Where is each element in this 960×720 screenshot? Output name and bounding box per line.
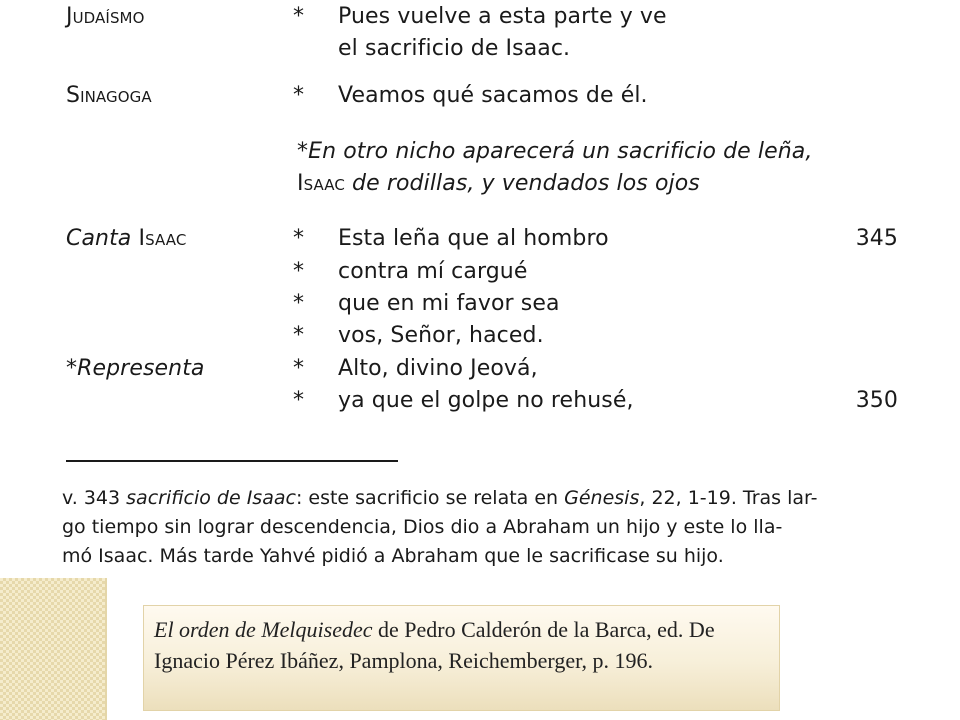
speaker-canta-isaac — [66, 226, 186, 251]
stage-direction-name: Isaac — [297, 171, 345, 196]
footnote-text: , 22, 1-19. Tras lar- — [639, 487, 818, 509]
footnote-line: mó Isaac. Más tarde Yahvé pidió a Abraham que le sacrificase su hijo. — [62, 545, 724, 567]
stage-direction: *En otro nicho aparecerá un sacrificio de leña, — [297, 139, 813, 164]
verse-line: Alto, divino Jeová, — [338, 356, 538, 381]
line-marker: * — [293, 259, 305, 284]
verse-line: el sacrificio de Isaac. — [338, 36, 571, 61]
stage-direction — [297, 171, 700, 196]
footnote-term: sacrificio de Isaac — [126, 487, 296, 509]
verse-line: Veamos qué sacamos de él. — [338, 83, 648, 108]
verse-number: 350 — [855, 388, 898, 413]
line-marker: * — [293, 226, 305, 251]
footnote-line: go tiempo sin lograr descendencia, Dios dio a Abraham un hijo y este lo lla- — [62, 516, 783, 538]
footnote-text: : este sacrificio se relata en — [295, 487, 565, 509]
speaker-representa: *Representa — [66, 356, 205, 381]
line-marker: * — [293, 83, 305, 108]
verse-line: Pues vuelve a esta parte y ve — [338, 4, 667, 29]
speaker-sinagoga: Sinagoga — [66, 83, 152, 108]
verse-line: que en mi favor sea — [338, 291, 560, 316]
line-marker: * — [293, 388, 305, 413]
caption-text: de Pedro Calderón de la Barca, ed. De — [372, 617, 715, 642]
line-marker: * — [293, 356, 305, 381]
footnote — [62, 484, 900, 571]
verse-line: ya que el golpe no rehusé, — [338, 388, 634, 413]
speaker-isaac-name: Isaac — [138, 226, 187, 251]
caption-line — [154, 614, 779, 645]
line-marker: * — [293, 291, 305, 316]
checkered-decoration — [0, 578, 107, 720]
footnote-divider — [66, 460, 398, 462]
speaker-canta-label: Canta — [66, 226, 139, 251]
caption-title: El orden de Melquisedec — [154, 617, 373, 642]
verse-number: 345 — [855, 226, 898, 251]
line-marker: * — [293, 4, 305, 29]
footnote-book: Génesis — [564, 487, 640, 509]
stage-direction-text: de rodillas, y vendados los ojos — [344, 171, 700, 196]
footnote-ref: v. 343 — [62, 487, 127, 509]
verse-line: Esta leña que al hombro — [338, 226, 609, 251]
verse-line: contra mí cargué — [338, 259, 528, 284]
caption-box — [143, 605, 780, 711]
verse-line: vos, Señor, haced. — [338, 323, 544, 348]
line-marker: * — [293, 323, 305, 348]
speaker-judaismo: Judaísmo — [66, 4, 145, 29]
caption-line: Ignacio Pérez Ibáñez, Pamplona, Reichemberger, p. 196. — [154, 648, 654, 673]
footnote-line — [62, 484, 900, 513]
